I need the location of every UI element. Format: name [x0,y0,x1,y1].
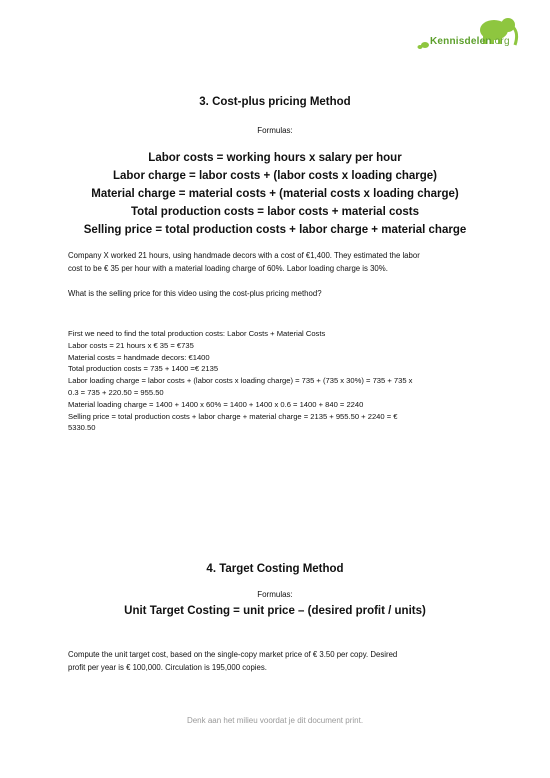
solution-line: Labor loading charge = labor costs + (labor costs x loading charge) = 735 + (735 x 30%) = 735 + 735 x [68,376,413,386]
solution-line: Labor costs = 21 hours x € 35 = €735 [68,340,194,350]
formula-material-charge: Material charge = material costs + (material costs x loading charge) [91,188,459,200]
section3-question: What is the selling price for this video using the cost-plus pricing method? [68,289,322,298]
problem-line: profit per year is € 100,000. Circulation is 195,000 copies. [68,663,267,672]
problem-line: Compute the unit target cost, based on the single-copy market price of € 3.50 per copy. Desired [68,650,398,659]
section3-solution [68,328,488,434]
section4-problem [68,648,488,674]
logo-tld: .org [491,36,510,47]
solution-line: 0.3 = 735 + 220.50 = 955.50 [68,387,164,397]
section3-heading: 3. Cost-plus pricing Method [199,96,351,108]
formula-total-production-costs: Total production costs = labor costs + material costs [131,206,419,218]
section4-formulas-label: Formulas: [257,590,293,599]
section3-problem [68,249,488,275]
formula-selling-price: Selling price = total production costs + labor charge + material charge [83,224,467,236]
problem-line: Company X worked 21 hours, using handmade decors with a cost of €1,400. They estimated the labor [68,251,420,260]
section3-formulas-label: Formulas: [257,126,293,135]
section4-heading: 4. Target Costing Method [206,563,344,575]
solution-line: First we need to find the total production costs: Labor Costs + Material Costs [68,329,326,338]
formula-unit-target-costing: Unit Target Costing = unit price – (desired profit / units) [124,605,426,617]
footer-note: Denk aan het milieu voordat je dit document print. [186,716,364,725]
solution-line: Total production costs = 735 + 1400 =€ 2135 [68,364,219,374]
formula-labor-charge: Labor charge = labor costs + (labor costs x loading charge) [112,170,437,182]
kennisdelen-logo [416,14,528,58]
logo-name: Kennisdelen [430,36,492,47]
solution-line: Material costs = handmade decors: €1400 [68,352,210,362]
problem-line: cost to be € 35 per hour with a material loading charge of 60%. Labor loading charge is 30%. [68,264,388,273]
logo-wordmark [430,36,510,47]
solution-line: Selling price = total production costs + labor charge + material charge = 2135 + 955.50 + 2240 = € [68,411,398,421]
solution-line: Material loading charge = 1400 + 1400 x 60% = 1400 + 1400 x 0.6 = 1400 + 840 = 2240 [68,399,364,409]
section3-formulas [0,149,550,239]
formula-labor-costs: Labor costs = working hours x salary per hour [148,152,402,164]
solution-line: 5330.50 [68,423,96,433]
